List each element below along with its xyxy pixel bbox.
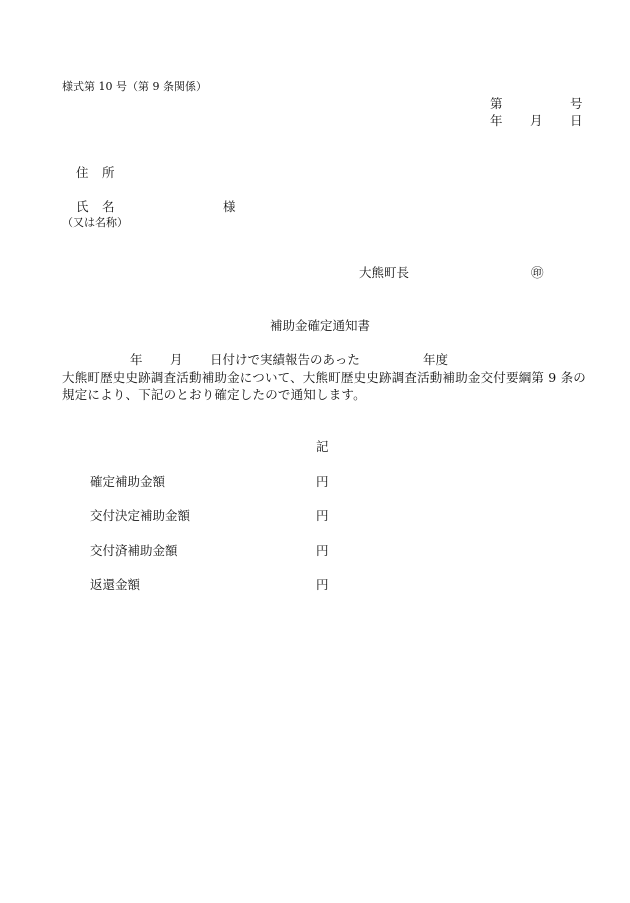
name-label-1: 氏 [76,199,89,214]
name-label-2: 名 [102,199,115,214]
item-unit: 円 [316,543,329,558]
body-year: 年 [130,352,143,367]
item-unit: 円 [316,577,329,592]
number-gou: 号 [570,96,583,111]
mayor-title: 大熊町長 [359,265,410,280]
ki-heading: 記 [316,439,329,454]
item-unit: 円 [316,474,329,489]
body-month: 月 [170,352,183,367]
item-label: 交付済補助金額 [90,543,178,558]
body-fiscal-year: 年度 [423,352,449,367]
address-label-2: 所 [102,165,115,180]
item-label: 返還金額 [90,577,141,592]
date-year: 年 [490,113,503,128]
name-alt-label: （又は名称） [62,216,128,229]
address-label-1: 住 [76,165,89,180]
date-month: 月 [530,113,543,128]
item-label: 確定補助金額 [90,474,166,489]
document-title: 補助金確定通知書 [270,318,371,333]
item-label: 交付決定補助金額 [90,508,191,523]
body-dated: 日付けで実績報告のあった [210,352,360,367]
name-honorific: 様 [223,199,236,214]
form-label: 様式第 10 号（第 9 条関係） [62,80,207,93]
item-unit: 円 [316,508,329,523]
number-dai: 第 [490,96,503,111]
body-paragraph: 大熊町歴史史跡調査活動補助金について、大熊町歴史史跡調査活動補助金交付要綱第 9 条の規定により、下記のとおり確定したので通知します。 [62,370,587,402]
date-day: 日 [570,113,583,128]
seal-mark: ㊞ [531,265,544,280]
